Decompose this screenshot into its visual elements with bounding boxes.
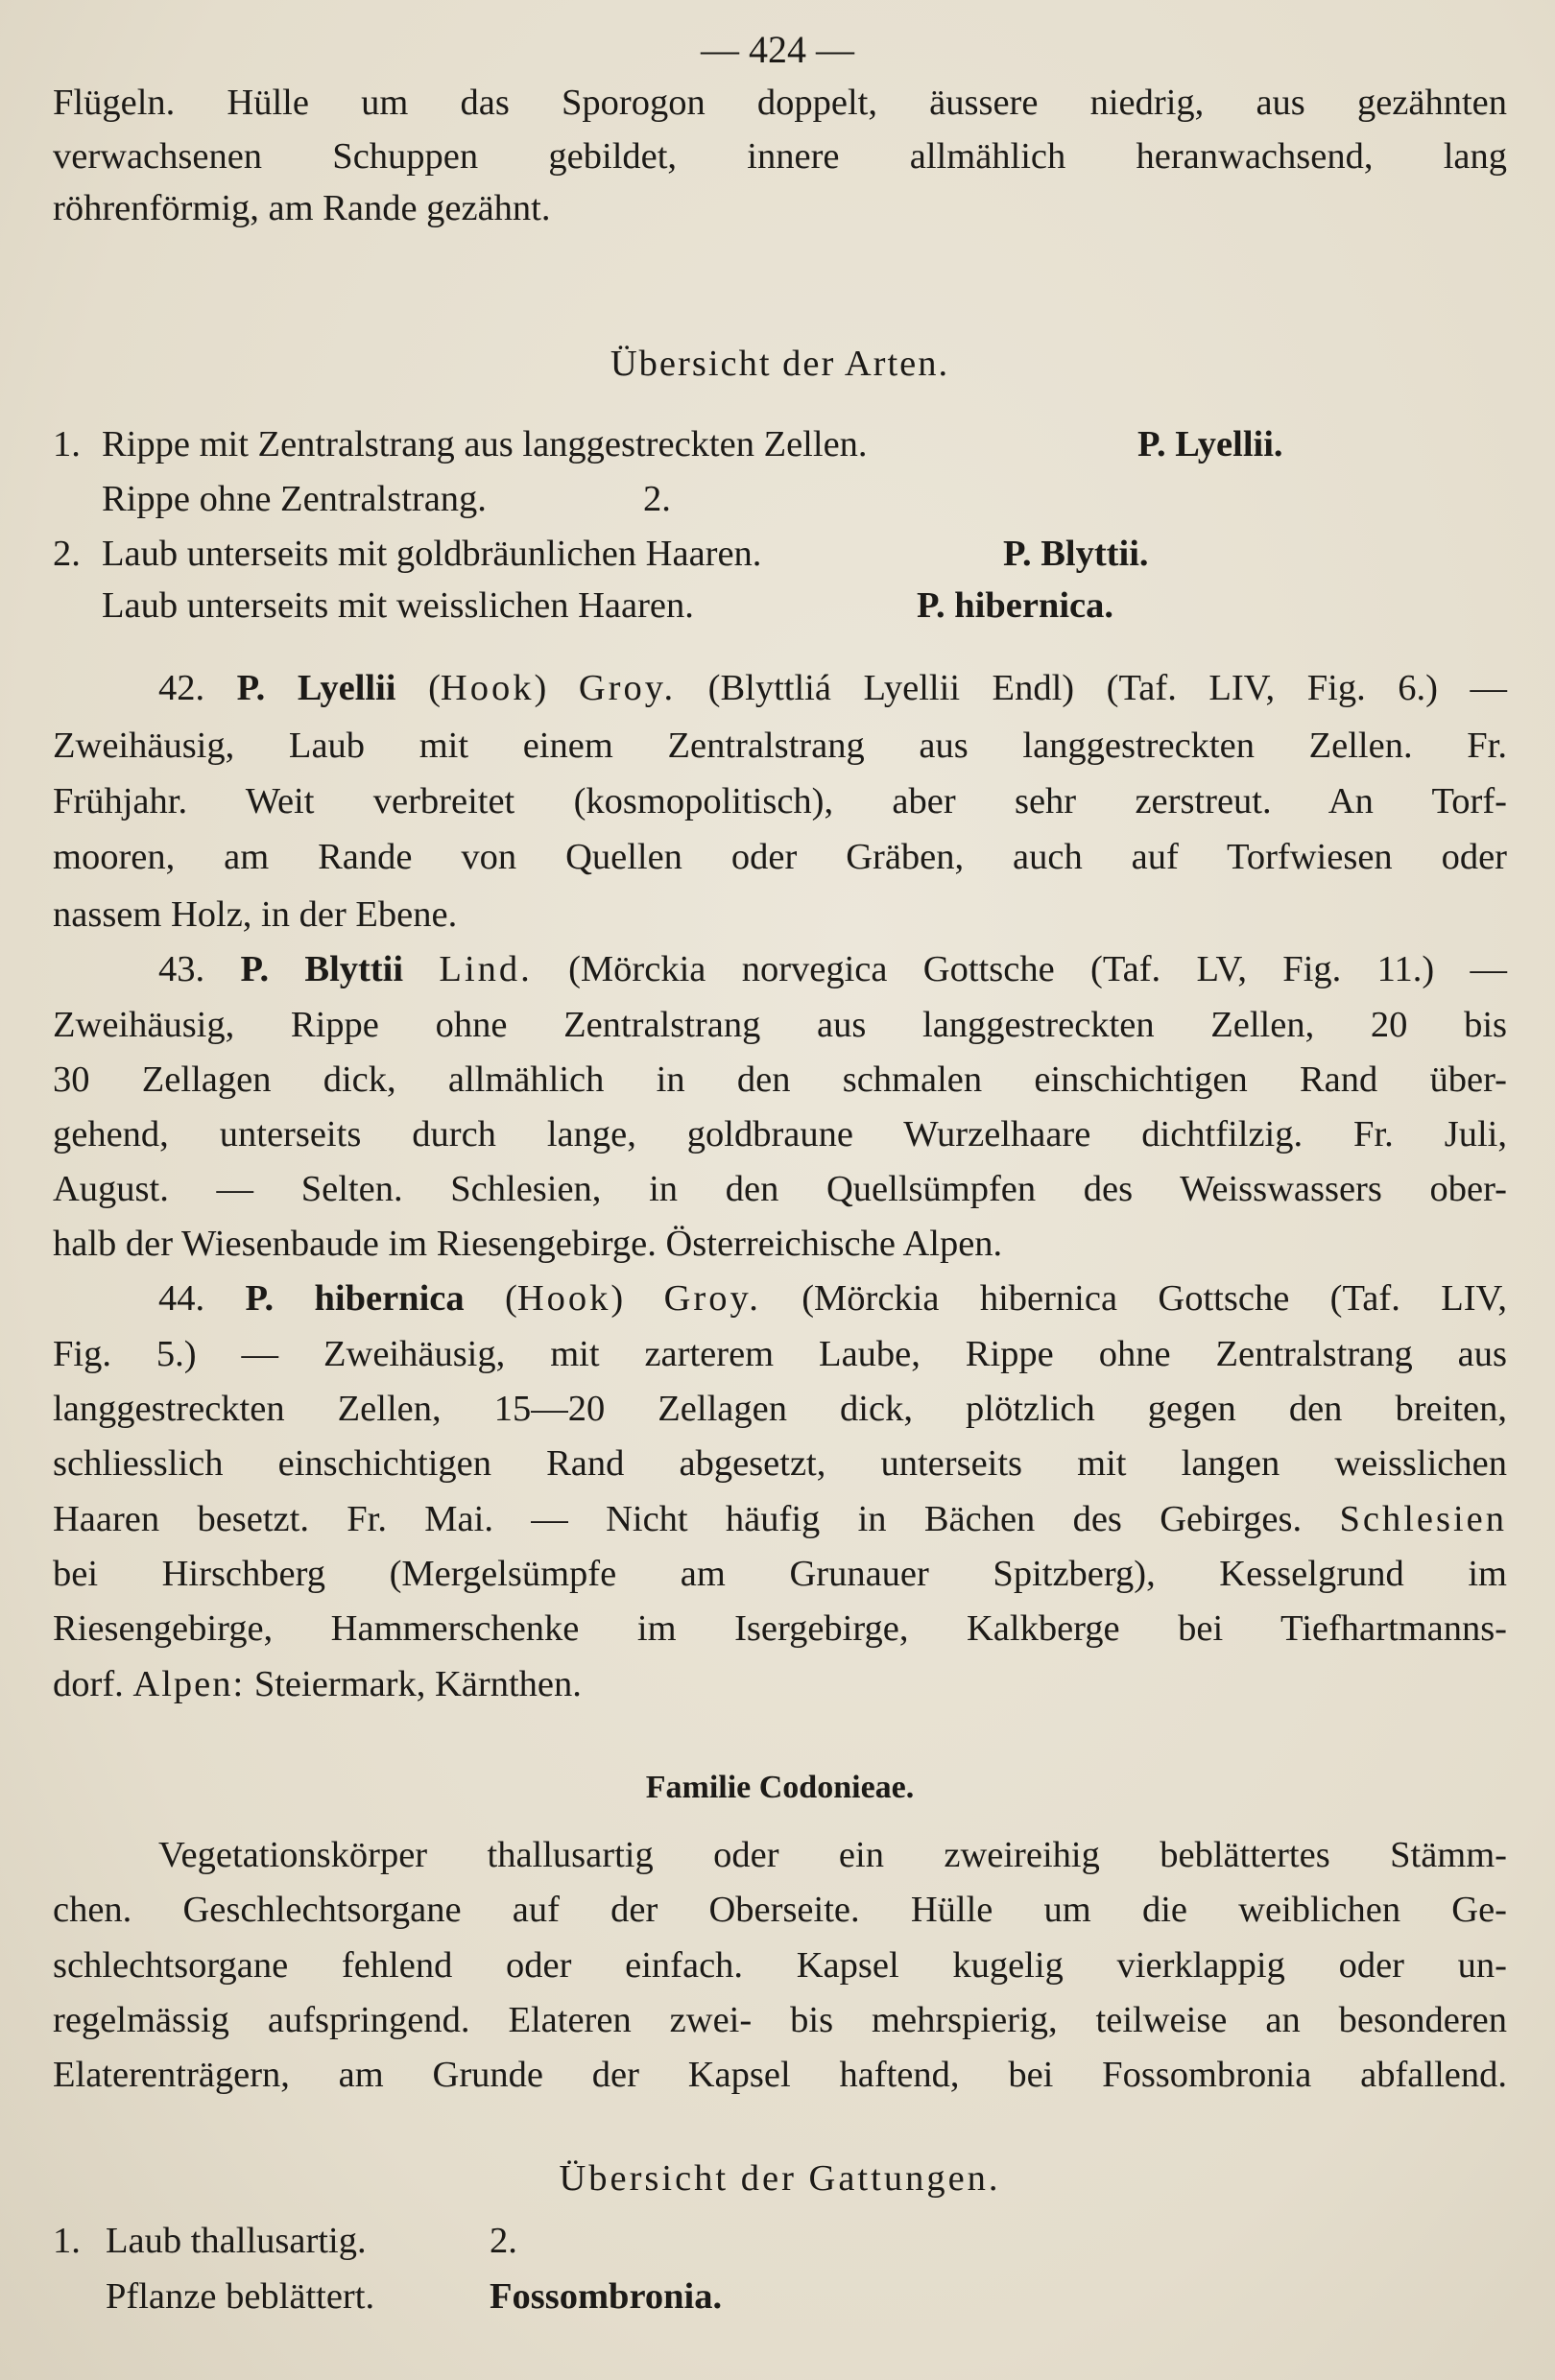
text-line: Zweihäusig, Laub mit einem Zentralstrang aus langgestreckten Zellen. Fr. [53, 726, 1507, 766]
text-fragment: Haaren besetzt. Fr. Mai. — Nicht häufig in Bächen des Gebirges. [53, 1499, 1303, 1539]
text-fragment: ( [395, 668, 441, 708]
text-fragment: (Blyttliá Lyellii Endl) (Taf. LIV, Fig. 6.) — [676, 668, 1507, 708]
text-fragment: (Mörckia hibernica Gottsche (Taf. LIV, [760, 1278, 1508, 1319]
species-number: 44. [158, 1278, 205, 1319]
text-line: Frühjahr. Weit verbreitet (kosmopolitisch), aber sehr zerstreut. An Torf- [53, 781, 1507, 821]
text-fragment: Steiermark, Kärnthen. [245, 1664, 582, 1704]
text-line: Elaterenträgern, am Grunde der Kapsel haftend, bei Fossombronia abfallend. [53, 2055, 1507, 2095]
text-fragment: ) [610, 1278, 664, 1319]
author: Lind. [439, 949, 533, 989]
key-lead: Laub thallusartig. [106, 2221, 367, 2261]
region-name: Alpen: [132, 1664, 246, 1704]
text-line: gehend, unterseits durch lange, goldbraune Wurzelhaare dichtfilzig. Fr. Juli, [53, 1114, 1507, 1154]
key-lead: Rippe ohne Zentralstrang. [102, 479, 487, 519]
key-lead: Rippe mit Zentralstrang aus langgestreckten Zellen. [102, 424, 868, 464]
text-line: chen. Geschlechtsorgane auf der Oberseite. Hülle um die weiblichen Ge- [53, 1890, 1507, 1930]
region-name: Schlesien [1339, 1499, 1507, 1539]
species-header-44 [158, 1274, 1507, 1322]
text-line: Riesengebirge, Hammerschenke im Isergebirge, Kalkberge bei Tiefhartmanns- [53, 1608, 1507, 1649]
text-line: Zweihäusig, Rippe ohne Zentralstrang aus langgestreckten Zellen, 20 bis [53, 1005, 1507, 1045]
key-number: 1. [53, 424, 81, 464]
text-line: halb der Wiesenbaude im Riesengebirge. Österreichische Alpen. [53, 1224, 1003, 1264]
species-number: 43. [158, 949, 205, 989]
key-lead: Pflanze beblättert. [106, 2276, 375, 2317]
species-number: 42. [158, 668, 205, 708]
text-line [53, 1660, 1507, 1708]
text-line: verwachsenen Schuppen gebildet, innere allmählich heranwachsend, lang [53, 136, 1507, 177]
text-line: mooren, am Rande von Quellen oder Gräben, auch auf Torfwiesen oder [53, 837, 1507, 877]
text-line: nassem Holz, in der Ebene. [53, 894, 458, 935]
family-heading: Familie Codonieae. [645, 1770, 915, 1805]
text-line: August. — Selten. Schlesien, in den Quellsümpfen des Weisswassers ober- [53, 1169, 1507, 1209]
text-line: regelmässig aufspringend. Elateren zwei- bis mehrspierig, teilweise an besonderen [53, 2000, 1507, 2040]
text-fragment: ) [534, 668, 579, 708]
text-fragment: (Mörckia norvegica Gottsche (Taf. LV, Fig. 11.) — [532, 949, 1507, 989]
text-line: schliesslich einschichtigen Rand abgesetzt, unterseits mit langen weisslichen [53, 1443, 1507, 1484]
species-name: P. Lyellii [236, 668, 396, 708]
author: Groy. [663, 1278, 761, 1319]
key-heading-genera: Übersicht der Gattungen. [559, 2158, 1001, 2199]
key-number: 2. [53, 534, 81, 574]
author: Groy. [578, 668, 677, 708]
text-fragment: dorf. [53, 1664, 124, 1704]
text-line [53, 1495, 1507, 1543]
text-line: Flügeln. Hülle um das Sporogon doppelt, äussere niedrig, aus gezähnten [53, 83, 1507, 123]
species-name: P. Blyttii [240, 949, 404, 989]
text-line: schlechtsorgane fehlend oder einfach. Kapsel kugelig vierklappig oder un- [53, 1945, 1507, 1986]
text-line: bei Hirschberg (Mergelsümpfe am Grunauer Spitzberg), Kesselgrund im [53, 1554, 1507, 1594]
text-fragment: ( [464, 1278, 517, 1319]
text-line: Vegetationskörper thallusartig oder ein zweireihig beblättertes Stämm- [158, 1835, 1507, 1875]
page-number: — 424 — [701, 28, 854, 71]
species-header-42 [158, 664, 1507, 712]
author: Hook [516, 1278, 611, 1319]
text-line: 30 Zellagen dick, allmählich in den schmalen einschichtigen Rand über- [53, 1059, 1507, 1100]
key-number: 1. [53, 2221, 81, 2261]
text-line: langgestreckten Zellen, 15—20 Zellagen dick, plötzlich gegen den breiten, [53, 1389, 1507, 1429]
key-result: P. Lyellii. [1137, 424, 1283, 464]
key-result: 2. [490, 2221, 517, 2261]
key-result: P. Blyttii. [1003, 534, 1149, 574]
key-result: Fossombronia. [490, 2276, 723, 2317]
key-lead: Laub unterseits mit goldbräunlichen Haaren. [102, 534, 762, 574]
key-heading-species: Übersicht der Arten. [610, 344, 950, 384]
author: Hook [440, 668, 535, 708]
species-name: P. hibernica [245, 1278, 465, 1319]
species-header-43 [158, 945, 1507, 993]
key-result: 2. [643, 479, 671, 519]
text-line: Fig. 5.) — Zweihäusig, mit zarterem Laube, Rippe ohne Zentralstrang aus [53, 1334, 1507, 1374]
text-line: röhrenförmig, am Rande gezähnt. [53, 188, 551, 228]
key-lead: Laub unterseits mit weisslichen Haaren. [102, 585, 694, 626]
key-result: P. hibernica. [917, 585, 1114, 626]
